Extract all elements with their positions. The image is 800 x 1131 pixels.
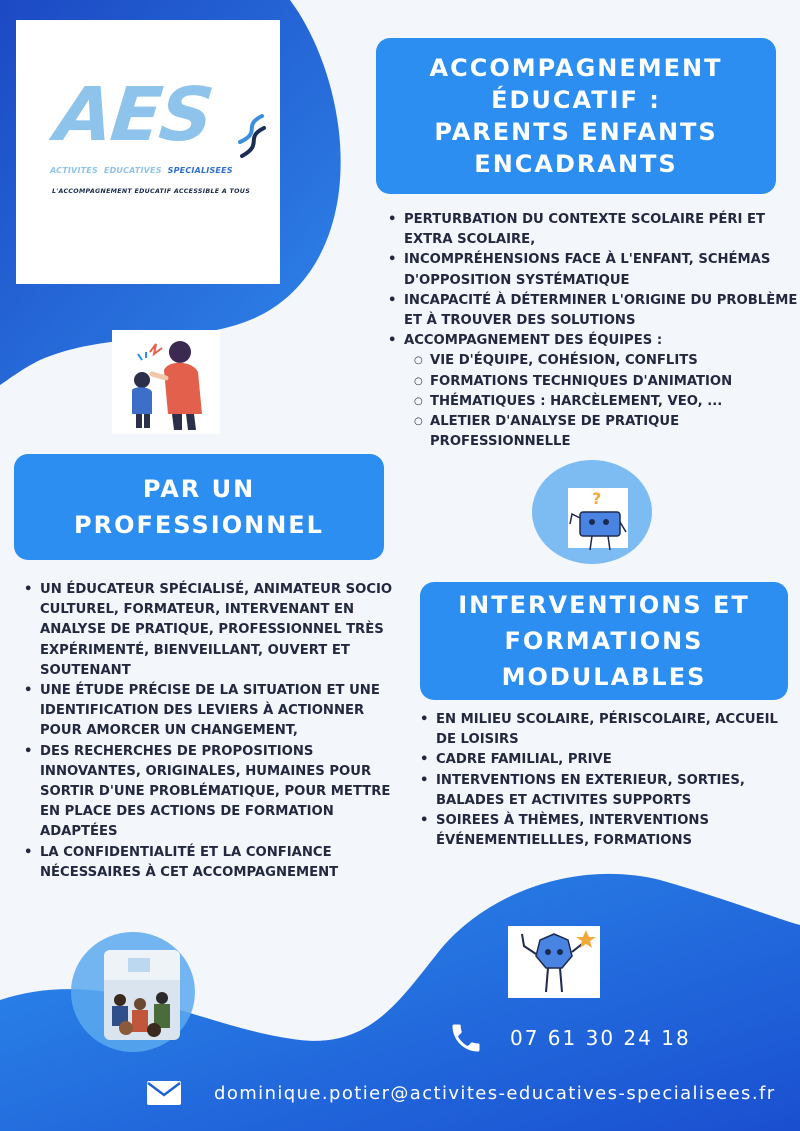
list-item: • DES RECHERCHES DE PROPOSITIONS INNOVANTES, ORIGINALES, HUMAINES POUR SORTIR D'UNE PROBLÉMATIQUE, POUR METTRE EN PLACE DES ACTIONS DE FORMATION ADAPTÉES <box>22 742 402 843</box>
mail-icon <box>146 1080 182 1106</box>
list-item: • EN MILIEU SCOLAIRE, PÉRISCOLAIRE, ACCUEIL DE LOISIRS <box>418 710 788 750</box>
logo <box>16 20 280 284</box>
list-subitem: ○ ALETIER D'ANALYSE DE PRATIQUE PROFESSIONNELLE <box>386 412 798 452</box>
list-item: • INTERVENTIONS EN EXTERIEUR, SORTIES, BALADES ET ACTIVITES SUPPORTS <box>418 771 788 811</box>
email-contact[interactable] <box>146 1080 776 1106</box>
list-subitem: ○ VIE D'ÉQUIPE, COHÉSION, CONFLITS <box>386 351 798 371</box>
list-item: • ACCOMPAGNEMENT DES ÉQUIPES : <box>386 331 798 351</box>
list-item: • LA CONFIDENTIALITÉ ET LA CONFIANCE NÉCESSAIRES À CET ACCOMPAGNEMENT <box>22 843 402 883</box>
section-title-accompagnement: ACCOMPAGNEMENT ÉDUCATIF : PARENTS ENFANTS ENCADRANTS <box>376 38 776 194</box>
parent-child-icon <box>112 330 220 434</box>
professionnel-list <box>22 580 402 883</box>
list-item: • UNE ÉTUDE PRÉCISE DE LA SITUATION ET UNE IDENTIFICATION DES LEVIERS À ACTIONNER POUR AMORCER UN CHANGEMENT, <box>22 681 402 742</box>
svg-text:?: ? <box>592 489 602 508</box>
list-item: • INCOMPRÉHENSIONS FACE À L'ENFANT, SCHÉMAS D'OPPOSITION SYSTÉMATIQUE <box>386 250 798 290</box>
list-item: • SOIREES À THÈMES, INTERVENTIONS ÉVÉNEMENTIELLLES, FORMATIONS <box>418 811 788 851</box>
list-item: • CADRE FAMILIAL, PRIVE <box>418 750 788 770</box>
list-subitem: ○ THÉMATIQUES : HARCÈLEMENT, VEO, ... <box>386 392 798 412</box>
phone-number[interactable]: 07 61 30 24 18 <box>510 1026 691 1050</box>
list-item: • PERTURBATION DU CONTEXTE SCOLAIRE PÉRI ET EXTRA SCOLAIRE, <box>386 210 798 250</box>
accompagnement-list <box>386 210 798 452</box>
phone-contact[interactable] <box>448 1020 691 1056</box>
logo-subtitle: ACTIVITES EDUCATIVES SPECIALISEES <box>50 166 233 175</box>
section-title-professionnel: PAR UN PROFESSIONNEL <box>14 454 384 560</box>
classroom-icon <box>104 950 180 1040</box>
strong-character-illustration <box>508 926 600 998</box>
list-item: • UN ÉDUCATEUR SPÉCIALISÉ, ANIMATEUR SOCIO CULTUREL, FORMATEUR, INTERVENANT EN ANALYSE DE PRATIQUE, PROFESSIONNEL TRÈS EXPÉRIMENTÉ, BIENVEILLANT, OUVERT ET SOUTENANT <box>22 580 402 681</box>
strong-character-icon <box>508 926 600 998</box>
question-character-icon <box>540 478 636 564</box>
classroom-photo <box>104 950 180 1040</box>
parent-child-illustration <box>112 330 220 434</box>
email-address[interactable]: dominique.potier@activites-educatives-specialisees.fr <box>214 1082 776 1104</box>
section-title-interventions: INTERVENTIONS ET FORMATIONS MODULABLES <box>420 582 788 700</box>
logo-mark: AES <box>51 72 216 158</box>
logo-tagline: L'ACCOMPAGNEMENT EDUCATIF ACCESSIBLE A TOUS <box>51 188 251 195</box>
interventions-list <box>418 710 788 851</box>
list-item: • INCAPACITÉ À DÉTERMINER L'ORIGINE DU PROBLÈME ET À TROUVER DES SOLUTIONS <box>386 291 798 331</box>
question-character-illustration <box>540 478 636 564</box>
list-subitem: ○ FORMATIONS TECHNIQUES D'ANIMATION <box>386 372 798 392</box>
logo-swoosh-icon <box>232 114 272 164</box>
phone-icon <box>448 1020 484 1056</box>
